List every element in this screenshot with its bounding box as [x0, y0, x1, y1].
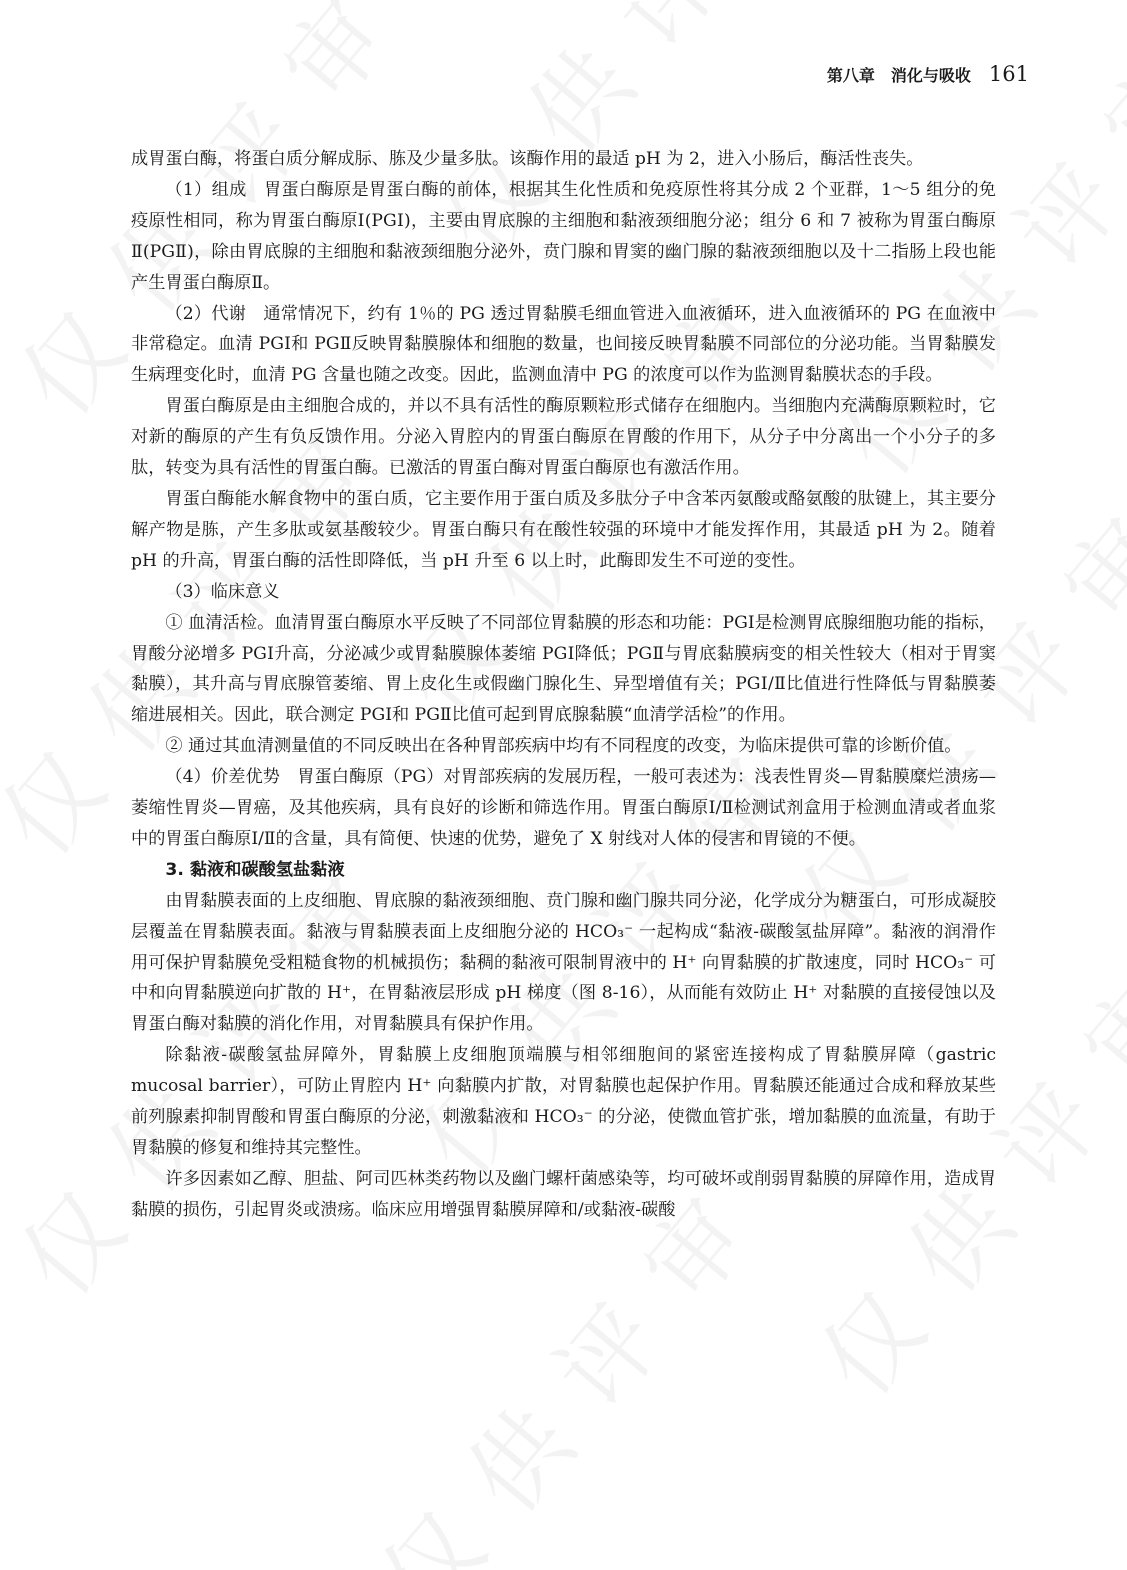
paragraph: ① 血清活检。血清胃蛋白酶原水平反映了不同部位胃黏膜的形态和功能：PGⅠ是检测胃底腺细胞功能的指标，胃酸分泌增多 PGⅠ升高，分泌减少或胃黏膜腺体萎缩 PGⅠ降低；PGⅡ与胃底黏膜病变的相关性较大（相对于胃窦黏膜），其升高与胃底腺管萎缩、胃上皮化生或假幽门腺化生、异型增值有关；PGⅠ/Ⅱ比值进行性降低与胃黏膜萎缩进展相关。因此，联合测定 PGⅠ和 PGⅡ比值可起到胃底腺黏膜“血清学活检”的作用。	[131, 612, 996, 726]
paragraph: （2）代谢 通常情况下，约有 1％的 PG 透过胃黏膜毛细血管进入血液循环，进入血液循环的 PG 在血液中非常稳定。血清 PGⅠ和 PGⅡ反映胃黏膜腺体和细胞的数量，也间接反映胃黏膜不同部位的分泌功能。当胃黏膜发生病理变化时，血清 PG 含量也随之改变。因此，监测血清中 PG 的浓度可以作为监测胃黏膜状态的手段。	[131, 303, 996, 386]
page-number: 161	[988, 62, 1029, 86]
paragraph: （3）临床意义	[165, 581, 280, 602]
running-header	[827, 62, 1029, 86]
paragraph: ② 通过其血清测量值的不同反映出在各种胃部疾病中均有不同程度的改变，为临床提供可靠的诊断价值。	[165, 736, 962, 757]
paragraph: 胃蛋白酶原是由主细胞合成的，并以不具有活性的酶原颗粒形式储存在细胞内。当细胞内充满酶原颗粒时，它对新的酶原的产生有负反馈作用。分泌入胃腔内的胃蛋白酶原在胃酸的作用下，从分子中分离出一个小分子的多肽，转变为具有活性的胃蛋白酶。已激活的胃蛋白酶对胃蛋白酶原也有激活作用。	[131, 396, 996, 479]
paragraph: 除黏液-碳酸氢盐屏障外，胃黏膜上皮细胞顶端膜与相邻细胞间的紧密连接构成了胃黏膜屏障（gastric mucosal barrier），可防止胃腔内 H⁺ 向黏膜内扩散，对胃黏膜也起保护作用。胃黏膜还能通过合成和释放某些前列腺素抑制胃酸和胃蛋白酶原的分泌，刺激黏液和 HCO₃⁻ 的分泌，使微血管扩张，增加黏膜的血流量，有助于胃黏膜的修复和维持其完整性。	[131, 1045, 996, 1158]
paragraph: 胃蛋白酶能水解食物中的蛋白质，它主要作用于蛋白质及多肽分子中含苯丙氨酸或酪氨酸的肽键上，其主要分解产物是胨，产生多肽或氨基酸较少。胃蛋白酶只有在酸性较强的环境中才能发挥作用，其最适 pH 为 2。随着 pH 的升高，胃蛋白酶的活性即降低，当 pH 升至 6 以上时，此酶即发生不可逆的变性。	[131, 488, 996, 571]
paragraph: （4）价差优势 胃蛋白酶原（PG）对胃部疾病的发展历程，一般可表述为：浅表性胃炎—胃黏膜糜烂溃疡—萎缩性胃炎—胃癌，及其他疾病，具有良好的诊断和筛选作用。胃蛋白酶原Ⅰ/Ⅱ检测试剂盒用于检测血清或者血浆中的胃蛋白酶原Ⅰ/Ⅱ的含量，具有简便、快速的优势，避免了 X 射线对人体的侵害和胃镜的不便。	[131, 767, 996, 849]
chapter-title: 第八章 消化与吸收	[826, 66, 971, 85]
section-heading: 3. 黏液和碳酸氢盐黏液	[165, 859, 345, 880]
paragraph: 由胃黏膜表面的上皮细胞、胃底腺的黏液颈细胞、贲门腺和幽门腺共同分泌，化学成分为糖蛋白，可形成凝胶层覆盖在胃黏膜表面。黏液与胃黏膜表面上皮细胞分泌的 HCO₃⁻ 一起构成“黏液-碳酸氢盐屏障”。黏液的润滑作用可保护胃黏膜免受粗糙食物的机械损伤；黏稠的黏液可限制胃液中的 H⁺ 向胃黏膜的扩散速度，同时 HCO₃⁻ 可中和向胃黏膜逆向扩散的 H⁺，在胃黏液层形成 pH 梯度（图 8-16），从而能有效防止 H⁺ 对黏膜的直接侵蚀以及胃蛋白酶对黏膜的消化作用，对胃黏膜具有保护作用。	[131, 890, 996, 1035]
paragraph: 许多因素如乙醇、胆盐、阿司匹林类药物以及幽门螺杆菌感染等，均可破坏或削弱胃黏膜的屏障作用，造成胃黏膜的损伤，引起胃炎或溃疡。临床应用增强胃黏膜屏障和/或黏液-碳酸	[131, 1168, 996, 1220]
body-text	[131, 144, 996, 1226]
paragraph: （1）组成 胃蛋白酶原是胃蛋白酶的前体，根据其生化性质和免疫原性将其分成 2 个亚群，1～5 组分的免疫原性相同，称为胃蛋白酶原Ⅰ(PGⅠ)，主要由胃底腺的主细胞和黏液颈细胞分泌；组分 6 和 7 被称为胃蛋白酶原Ⅱ(PGⅡ)，除由胃底腺的主细胞和黏液颈细胞分泌外，贲门腺和胃窦的幽门腺的黏液颈细胞以及十二指肠上段也能产生胃蛋白酶原Ⅱ。	[131, 179, 996, 293]
paragraph: 成胃蛋白酶，将蛋白质分解成䏡、胨及少量多肽。该酶作用的最适 pH 为 2，进入小肠后，酶活性丧失。	[131, 149, 924, 169]
